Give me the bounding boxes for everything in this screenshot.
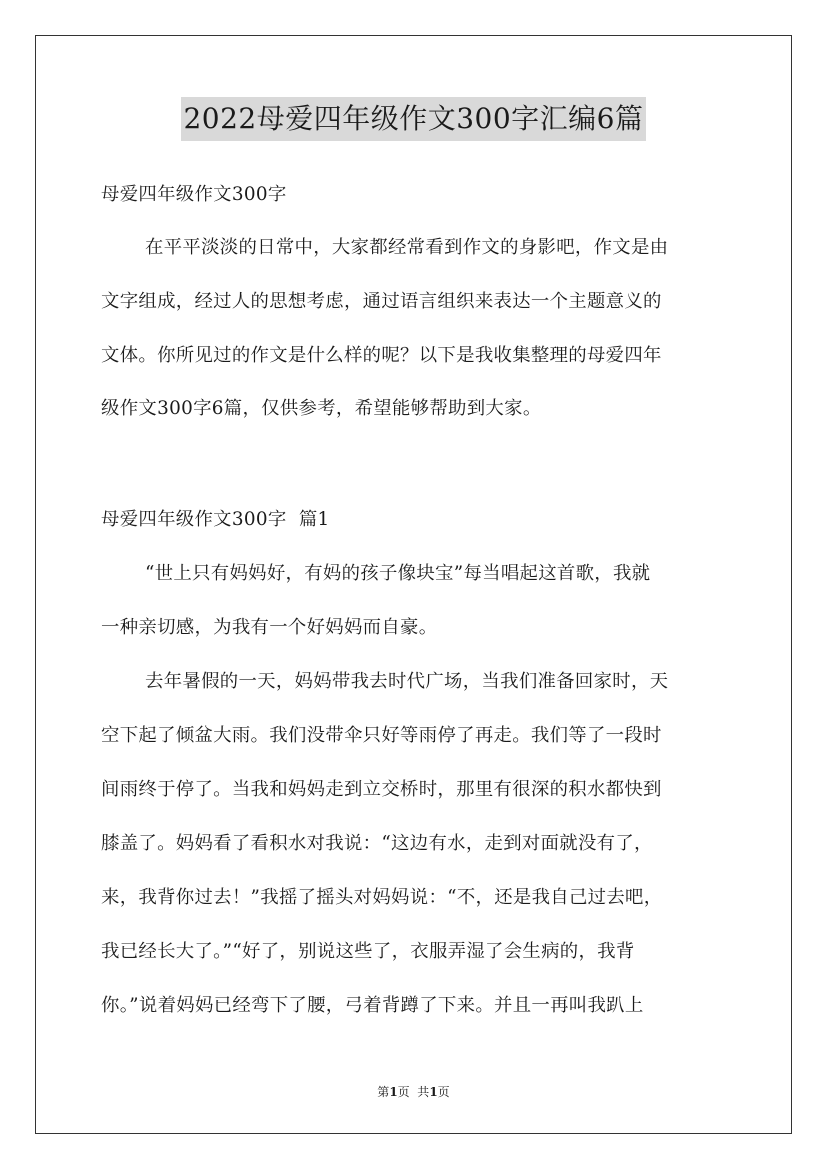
intro-line: 在平平淡淡的日常中，大家都经常看到作文的身影吧，作文是由 [145, 237, 669, 258]
page-footer [0, 1084, 827, 1100]
paragraph-line: 间雨终于停了。当我和妈妈走到立交桥时，那里有很深的积水都快到 [101, 779, 662, 800]
intro-line: 文字组成，经过人的思想考虑，通过语言组织来表达一个主题意义的 [101, 291, 662, 312]
intro-line: 文体。你所见过的作文是什么样的呢？以下是我收集整理的母爱四年 [101, 345, 662, 366]
paragraph-line: 去年暑假的一天，妈妈带我去时代广场，当我们准备回家时，天 [145, 671, 669, 692]
page-label-mid: 页 共 [397, 1085, 430, 1099]
paragraph-line: 一种亲切感，为我有一个好妈妈而自豪。 [101, 617, 438, 638]
page-label-prefix: 第 [377, 1085, 390, 1099]
page-label-suffix: 页 [437, 1085, 450, 1099]
document-subtitle: 母爱四年级作文300字 [101, 184, 287, 205]
paragraph-line: 你。”说着妈妈已经弯下了腰，弓着背蹲了下来。并且一再叫我趴上 [101, 995, 644, 1016]
intro-line: 级作文300字6篇，仅供参考，希望能够帮助到大家。 [101, 398, 542, 419]
paragraph-line: 我已经长大了。”“好了，别说这些了，衣服弄湿了会生病的，我背 [101, 941, 635, 962]
page-total: 1 [429, 1085, 438, 1099]
page-current: 1 [389, 1085, 398, 1099]
section-heading: 母爱四年级作文300字 篇1 [101, 509, 330, 530]
document-title: 2022母爱四年级作文300字汇编6篇 [181, 97, 645, 141]
title-container [0, 97, 827, 141]
paragraph-line: 膝盖了。妈妈看了看积水对我说：“这边有水，走到对面就没有了， [101, 833, 653, 854]
paragraph-line: 来，我背你过去！”我摇了摇头对妈妈说：“不，还是我自己过去吧， [101, 887, 663, 908]
paragraph-line: “世上只有妈妈好，有妈的孩子像块宝”每当唱起这首歌，我就 [145, 563, 651, 584]
paragraph-line: 空下起了倾盆大雨。我们没带伞只好等雨停了再走。我们等了一段时 [101, 725, 662, 746]
